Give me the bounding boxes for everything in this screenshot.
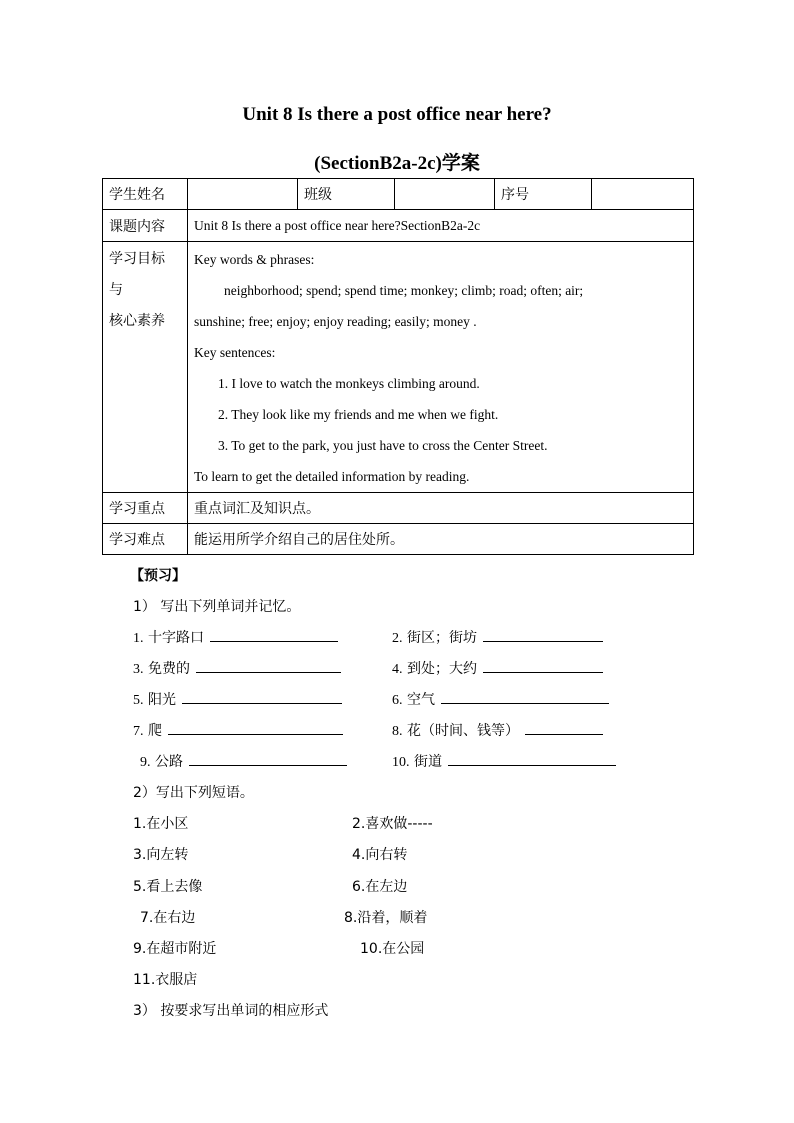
difficulties-label: 学习难点: [103, 524, 188, 555]
phrase-item: 10.在公园: [360, 941, 425, 957]
word-item: 9. 公路: [140, 751, 347, 771]
word-item: 7. 爬: [133, 720, 343, 740]
title-line-2: (SectionB2a-2c)学案: [314, 153, 480, 174]
phrase-item: 2.喜欢做-----: [352, 816, 433, 832]
goals-content: [188, 242, 694, 493]
title-line-1: Unit 8 Is there a post office near here?: [242, 104, 552, 125]
learning-aim: To learn to get the detailed information by reading.: [194, 469, 470, 484]
key-sentences-heading: Key sentences:: [194, 345, 276, 360]
topic-label: 课题内容: [103, 210, 188, 242]
phrase-item: 9.在超市附近: [133, 941, 217, 957]
phrase-item: 8.沿着，顺着: [344, 910, 428, 926]
info-table: [102, 178, 694, 555]
word-item: 10. 街道: [392, 751, 616, 771]
student-name-field[interactable]: [188, 179, 298, 210]
goals-label-line: 学习目标: [109, 251, 165, 267]
key-sentence: 3. To get to the park, you just have to cross the Center Street.: [218, 438, 548, 453]
answer-blank[interactable]: [448, 751, 616, 766]
student-name-label: 学生姓名: [103, 179, 188, 210]
seat-number-field[interactable]: [592, 179, 694, 210]
preview-heading: 【预习】: [130, 568, 186, 584]
answer-blank[interactable]: [210, 627, 338, 642]
phrase-item: 11.衣服店: [133, 972, 198, 988]
phrase-item: 5.看上去像: [133, 879, 203, 895]
word-item: 4. 到处；大约: [392, 658, 603, 678]
word-item: 6. 空气: [392, 689, 609, 709]
class-label: 班级: [298, 179, 395, 210]
class-field[interactable]: [395, 179, 495, 210]
key-points-value: 重点词汇及知识点。: [188, 493, 694, 524]
word-item: 3. 免费的: [133, 658, 341, 678]
answer-blank[interactable]: [525, 720, 603, 735]
answer-blank[interactable]: [182, 689, 342, 704]
answer-blank[interactable]: [441, 689, 609, 704]
part2-title: 2）写出下列短语。: [133, 785, 254, 801]
phrase-item: 1.在小区: [133, 816, 189, 832]
answer-blank[interactable]: [189, 751, 347, 766]
word-item: 8. 花（时间、钱等）: [392, 720, 603, 740]
key-words-line: sunshine; free; enjoy; enjoy reading; easily; money .: [194, 314, 477, 329]
goals-label-line: 与: [109, 282, 123, 298]
answer-blank[interactable]: [196, 658, 341, 673]
phrase-item: 3.向左转: [133, 847, 189, 863]
phrase-item: 6.在左边: [352, 879, 408, 895]
answer-blank[interactable]: [483, 658, 603, 673]
difficulties-value: 能运用所学介绍自己的居住处所。: [188, 524, 694, 555]
answer-blank[interactable]: [168, 720, 343, 735]
goals-label-line: 核心素养: [109, 313, 165, 329]
seat-number-label: 序号: [495, 179, 592, 210]
key-words-line: neighborhood; spend; spend time; monkey; climb; road; often; air;: [224, 283, 584, 298]
word-item: 2. 街区；街坊: [392, 627, 603, 647]
phrase-item: 4.向右转: [352, 847, 408, 863]
word-item: 1. 十字路口: [133, 627, 338, 647]
topic-value: Unit 8 Is there a post office near here?SectionB2a-2c: [188, 210, 694, 242]
phrase-item: 7.在右边: [140, 910, 196, 926]
answer-blank[interactable]: [483, 627, 603, 642]
part1-title: 1） 写出下列单词并记忆。: [133, 599, 301, 615]
goals-label: [103, 242, 188, 493]
key-points-label: 学习重点: [103, 493, 188, 524]
part3-title: 3） 按要求写出单词的相应形式: [133, 1003, 329, 1019]
key-words-heading: Key words & phrases:: [194, 252, 315, 267]
word-item: 5. 阳光: [133, 689, 342, 709]
key-sentence: 2. They look like my friends and me when we fight.: [218, 407, 499, 422]
key-sentence: 1. I love to watch the monkeys climbing around.: [218, 376, 480, 391]
